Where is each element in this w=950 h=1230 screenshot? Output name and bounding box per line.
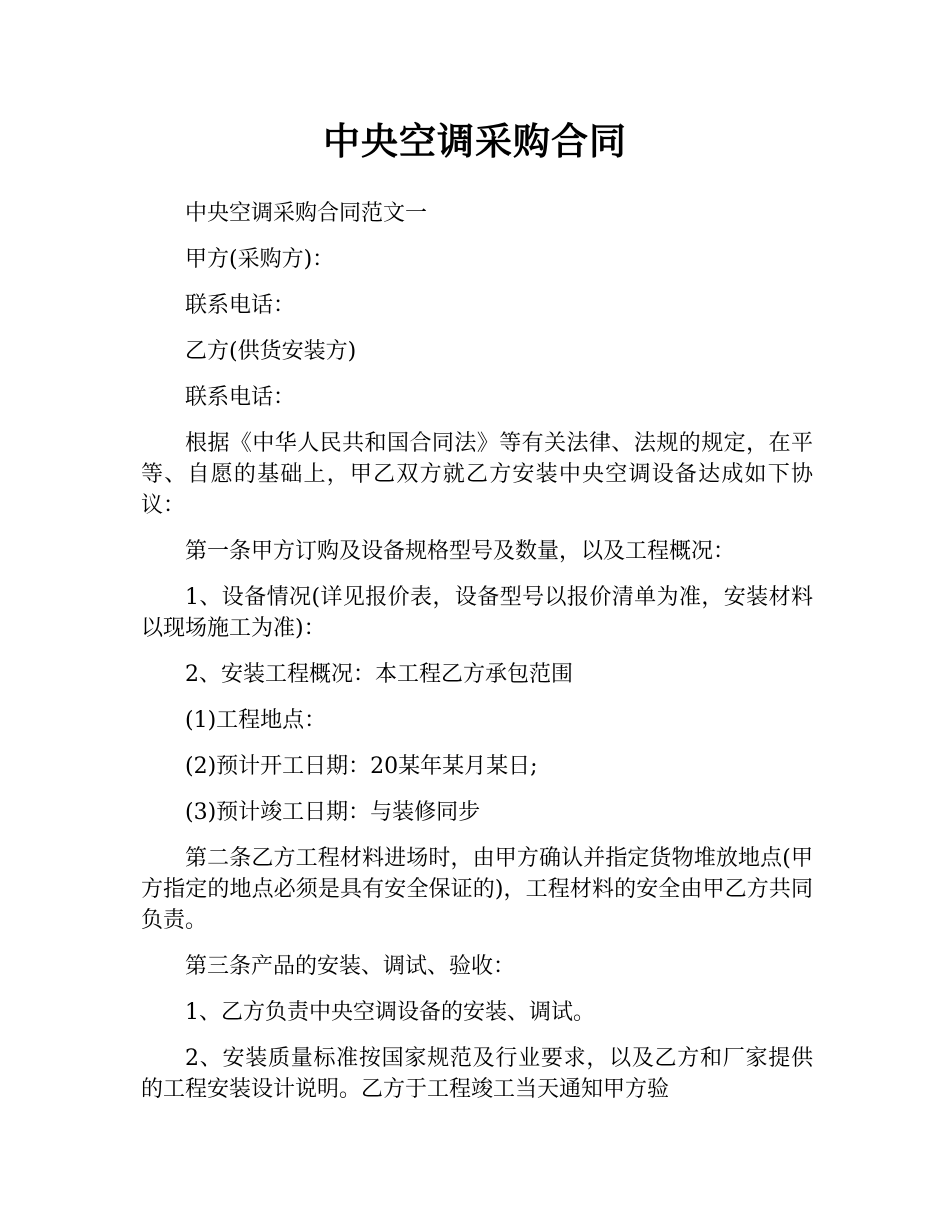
paragraph-party-b-phone: 联系电话：: [185, 385, 296, 410]
paragraph-article-1-item-2: 2、安装工程概况：本工程乙方承包范围: [185, 662, 573, 687]
paragraph-article-3-item-2: 2、安装质量标准按国家规范及行业要求，以及乙方和厂家提供的工程安装设计说明。乙方于工程竣工当天通知甲方验: [141, 1046, 813, 1102]
paragraph-preamble: 根据《中华人民共和国合同法》等有关法律、法规的规定，在平等、自愿的基础上，甲乙双方就乙方安装中央空调设备达成如下协议：: [141, 431, 813, 518]
paragraph-heading-sample: 中央空调采购合同范文一: [185, 201, 428, 226]
paragraph-article-1-item-1: 1、设备情况(详见报价表，设备型号以报价清单为准，安装材料以现场施工为准)：: [141, 585, 813, 641]
paragraph-article-3: 第三条产品的安装、调试、验收：: [185, 954, 516, 979]
paragraph-article-2: 第二条乙方工程材料进场时，由甲方确认并指定货物堆放地点(甲方指定的地点必须是具有安全保证的)，工程材料的安全由甲乙方共同负责。: [141, 846, 813, 933]
paragraph-start-date: (2)预计开工日期：20某年某月某日;: [185, 754, 538, 779]
paragraph-article-3-item-1: 1、乙方负责中央空调设备的安装、调试。: [185, 1000, 595, 1025]
paragraph-party-b: 乙方(供货安装方): [185, 339, 357, 364]
paragraph-project-location: (1)工程地点：: [185, 708, 327, 733]
paragraph-party-a: 甲方(采购方)：: [185, 247, 335, 272]
document-title: 中央空调采购合同: [323, 120, 627, 163]
paragraph-article-1: 第一条甲方订购及设备规格型号及数量，以及工程概况：: [185, 539, 736, 564]
paragraph-completion-date: (3)预计竣工日期：与装修同步: [185, 800, 481, 825]
document-body: [141, 198, 813, 1120]
paragraph-party-a-phone: 联系电话：: [185, 293, 296, 318]
